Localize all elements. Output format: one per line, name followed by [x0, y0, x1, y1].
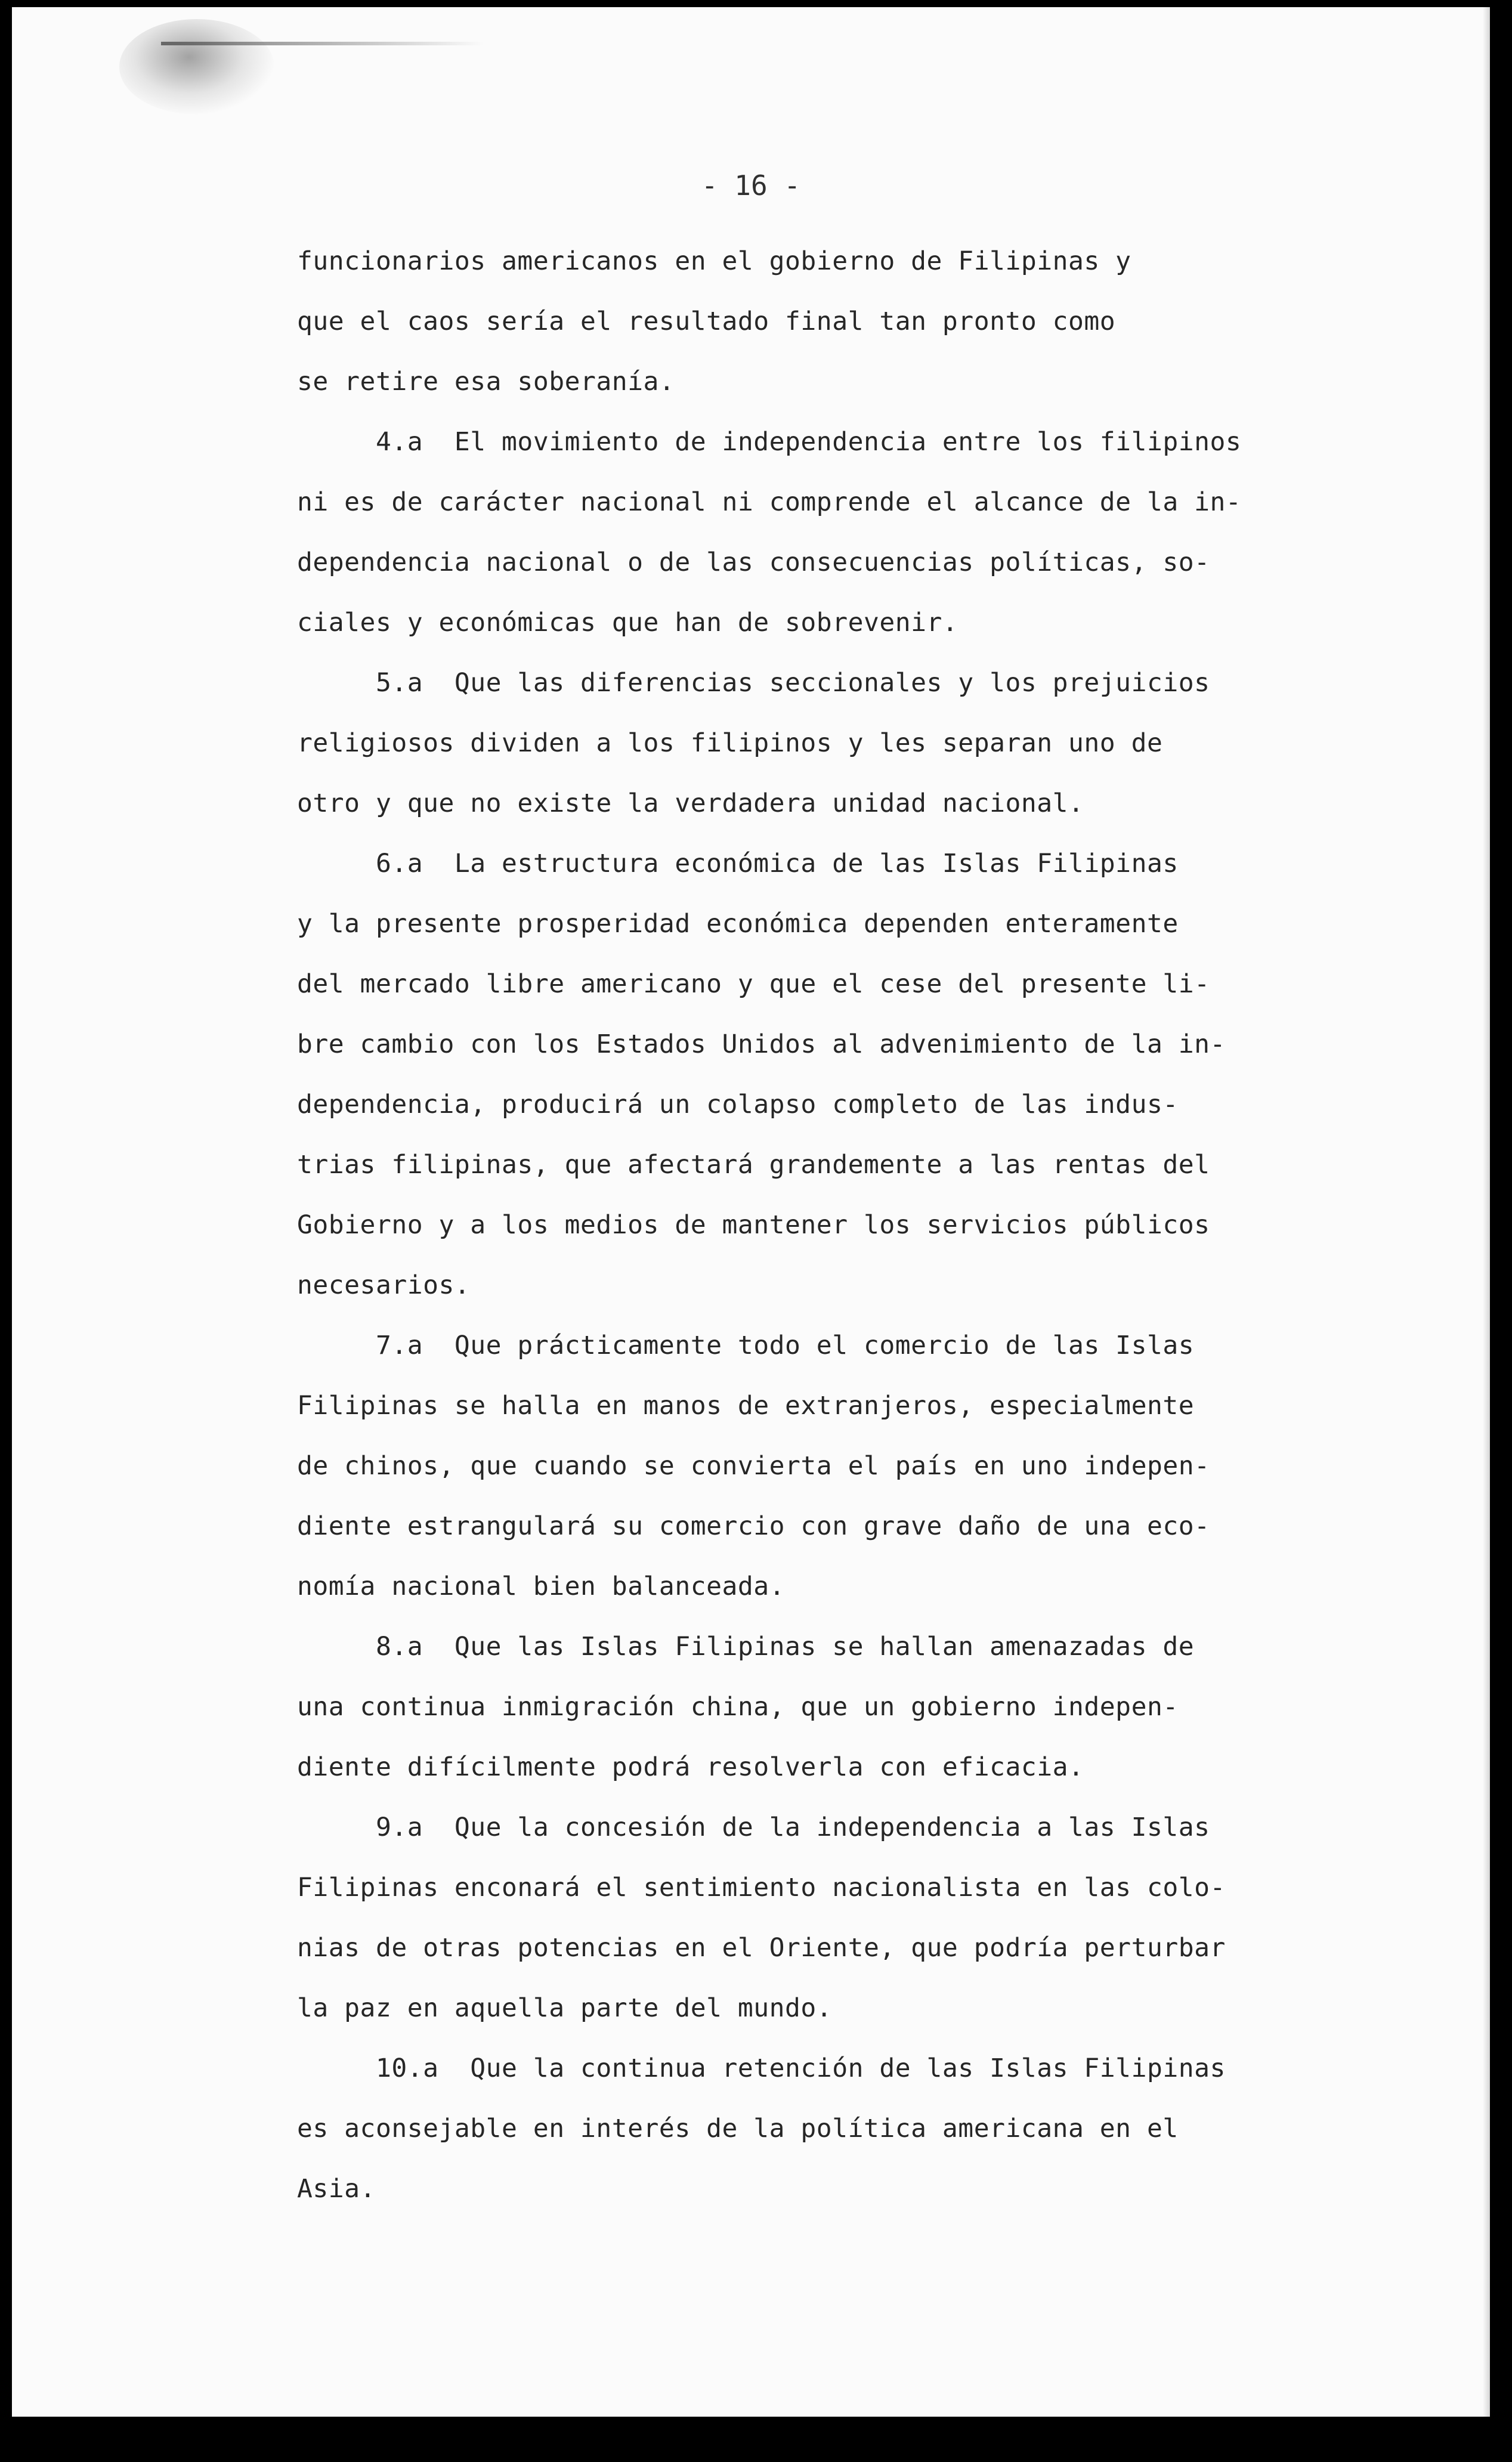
text-line: necesarios.	[297, 1270, 471, 1300]
document-page	[12, 7, 1490, 2417]
text-line: religiosos dividen a los filipinos y les separan uno de	[297, 728, 1163, 758]
ink-smudge	[119, 19, 274, 115]
text-line: nias de otras potencias en el Oriente, que podría perturbar	[297, 1933, 1226, 1963]
text-line: y la presente prosperidad económica dependen enteramente	[297, 909, 1179, 939]
text-line: es aconsejable en interés de la política americana en el	[297, 2114, 1179, 2144]
text-line: 8.a Que las Islas Filipinas se hallan amenazadas de	[297, 1632, 1195, 1662]
scan-mark	[161, 42, 483, 45]
text-line: diente difícilmente podrá resolverla con eficacia.	[297, 1752, 1084, 1782]
text-line: del mercado libre americano y que el cese del presente li-	[297, 969, 1210, 999]
text-line: ciales y económicas que han de sobrevenir.	[297, 608, 958, 638]
text-line: otro y que no existe la verdadera unidad nacional.	[297, 788, 1084, 818]
text-line: una continua inmigración china, que un gobierno indepen-	[297, 1692, 1179, 1722]
text-line: 5.a Que las diferencias seccionales y los prejuicios	[297, 668, 1210, 698]
text-line: bre cambio con los Estados Unidos al advenimiento de la in-	[297, 1029, 1226, 1059]
text-line: 7.a Que prácticamente todo el comercio de las Islas	[297, 1331, 1195, 1360]
text-line: dependencia nacional o de las consecuencias políticas, so-	[297, 548, 1210, 577]
text-line: diente estrangulará su comercio con grave daño de una eco-	[297, 1511, 1210, 1541]
page-number: - 16 -	[701, 169, 801, 202]
text-line: ni es de carácter nacional ni comprende el alcance de la in-	[297, 487, 1242, 517]
text-line: de chinos, que cuando se convierta el país en uno indepen-	[297, 1451, 1210, 1481]
text-line: 9.a Que la concesión de la independencia a las Islas	[297, 1813, 1210, 1842]
text-line: Gobierno y a los medios de mantener los servicios públicos	[297, 1210, 1210, 1240]
text-line: funcionarios americanos en el gobierno de Filipinas y	[297, 246, 1131, 276]
text-line: dependencia, producirá un colapso completo de las indus-	[297, 1090, 1179, 1119]
text-line: trias filipinas, que afectará grandemente a las rentas del	[297, 1150, 1210, 1180]
text-line: Filipinas se halla en manos de extranjeros, especialmente	[297, 1391, 1195, 1421]
text-line: Asia.	[297, 2174, 376, 2204]
text-line: la paz en aquella parte del mundo.	[297, 1993, 833, 2023]
text-line: que el caos sería el resultado final tan pronto como	[297, 307, 1116, 336]
text-line: 6.a La estructura económica de las Islas Filipinas	[297, 849, 1179, 879]
text-line: nomía nacional bien balanceada.	[297, 1572, 786, 1601]
text-line: 4.a El movimiento de independencia entre los filipinos	[297, 427, 1242, 457]
text-line: 10.a Que la continua retención de las Islas Filipinas	[297, 2053, 1226, 2083]
text-line: Filipinas enconará el sentimiento nacionalista en las colo-	[297, 1873, 1226, 1903]
document-body	[297, 231, 1442, 2219]
text-line: se retire esa soberanía.	[297, 367, 675, 397]
page-edge-shadow	[1483, 7, 1490, 2417]
